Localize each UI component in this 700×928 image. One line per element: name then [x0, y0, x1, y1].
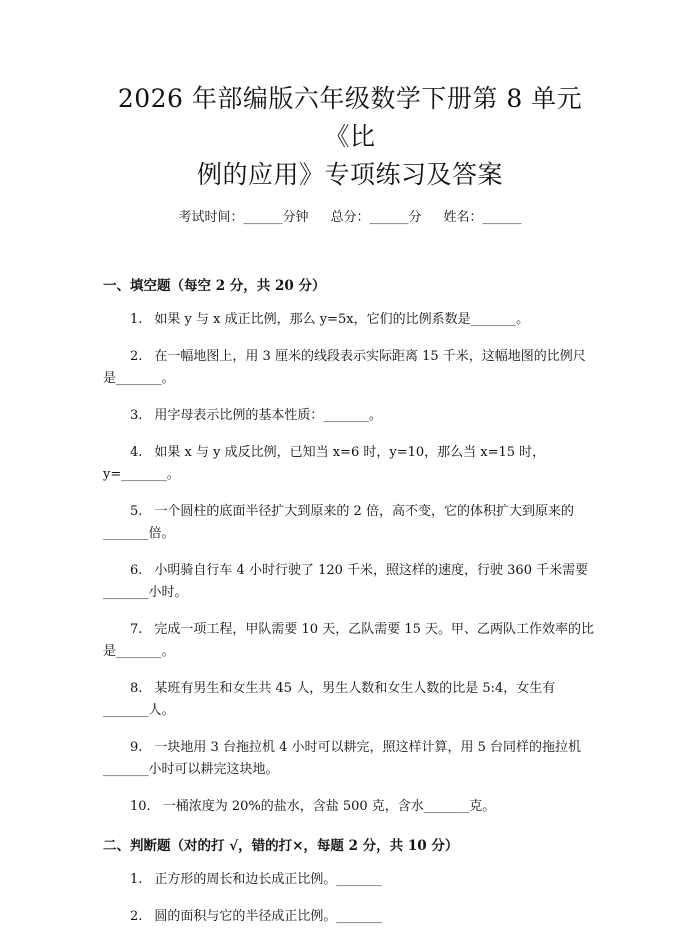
question-text: 一块地用 3 台拖拉机 4 小时可以耕完，照这样计算，用 5 台同样的拖拉机_______小时可以耕完这块地。: [103, 740, 582, 777]
question: [103, 405, 597, 427]
question-text: 一个圆柱的底面半径扩大到原来的 2 倍，高不变，它的体积扩大到原来的_______倍。: [103, 504, 574, 541]
question-number: 1.: [130, 872, 143, 887]
question-number: 2.: [130, 909, 143, 924]
section-heading-fill-in: 一、填空题（每空 2 分，共 20 分）: [103, 278, 326, 294]
question-text: 某班有男生和女生共 45 人，男生人数和女生人数的比是 5:4，女生有_______人。: [103, 681, 556, 718]
section-heading-true-false: 二、判断题（对的打 √，错的打×，每题 2 分，共 10 分）: [103, 838, 459, 854]
question-text: 如果 x 与 y 成反比例，已知当 x=6 时，y=10，那么当 x=15 时，y=_______。: [103, 445, 546, 482]
question: [103, 906, 597, 928]
question-number: 7.: [130, 622, 143, 637]
question-number: 10.: [130, 799, 151, 814]
question-text: 正方形的周长和边长成正比例。_______: [154, 872, 382, 887]
question: [103, 796, 597, 818]
title-line-1: 2026 年部编版六年级数学下册第 8 单元《比: [117, 84, 583, 151]
question-number: 9.: [130, 740, 143, 755]
question: [103, 309, 597, 331]
question-number: 4.: [130, 445, 143, 460]
question-text: 用字母表示比例的基本性质：_______。: [154, 408, 382, 423]
exam-info: [103, 208, 597, 228]
question-number: 2.: [130, 349, 143, 364]
exam-score: 总分：______分: [330, 210, 422, 225]
question: [103, 619, 597, 663]
question-text: 在一幅地图上，用 3 厘米的线段表示实际距离 15 千米，这幅地图的比例尺是_______。: [103, 349, 586, 386]
question-text: 如果 y 与 x 成正比例，那么 y=5x，它们的比例系数是_______。: [154, 312, 530, 327]
question-text: 圆的面积与它的半径成正比例。_______: [154, 909, 382, 924]
question: [103, 442, 597, 486]
question-number: 8.: [130, 681, 143, 696]
student-name: 姓名：______: [443, 210, 522, 225]
question-number: 6.: [130, 563, 143, 578]
question: [103, 501, 597, 545]
question-number: 3.: [130, 408, 143, 423]
question-number: 5.: [130, 504, 143, 519]
question: [103, 737, 597, 781]
question-text: 小明骑自行车 4 小时行驶了 120 千米，照这样的速度，行驶 360 千米需要_______小时。: [103, 563, 589, 600]
question: [103, 560, 597, 604]
question-text: 完成一项工程，甲队需要 10 天，乙队需要 15 天。甲、乙两队工作效率的比是_______。: [103, 622, 595, 659]
question-number: 1.: [130, 312, 143, 327]
question-text: 一桶浓度为 20%的盐水，含盐 500 克，含水_______克。: [162, 799, 496, 814]
document-title: [103, 0, 597, 194]
question: [103, 346, 597, 390]
title-line-2: 例的应用》专项练习及答案: [196, 160, 503, 189]
question: [103, 678, 597, 722]
question: [103, 869, 597, 891]
exam-time: 考试时间：______分钟: [178, 210, 309, 225]
